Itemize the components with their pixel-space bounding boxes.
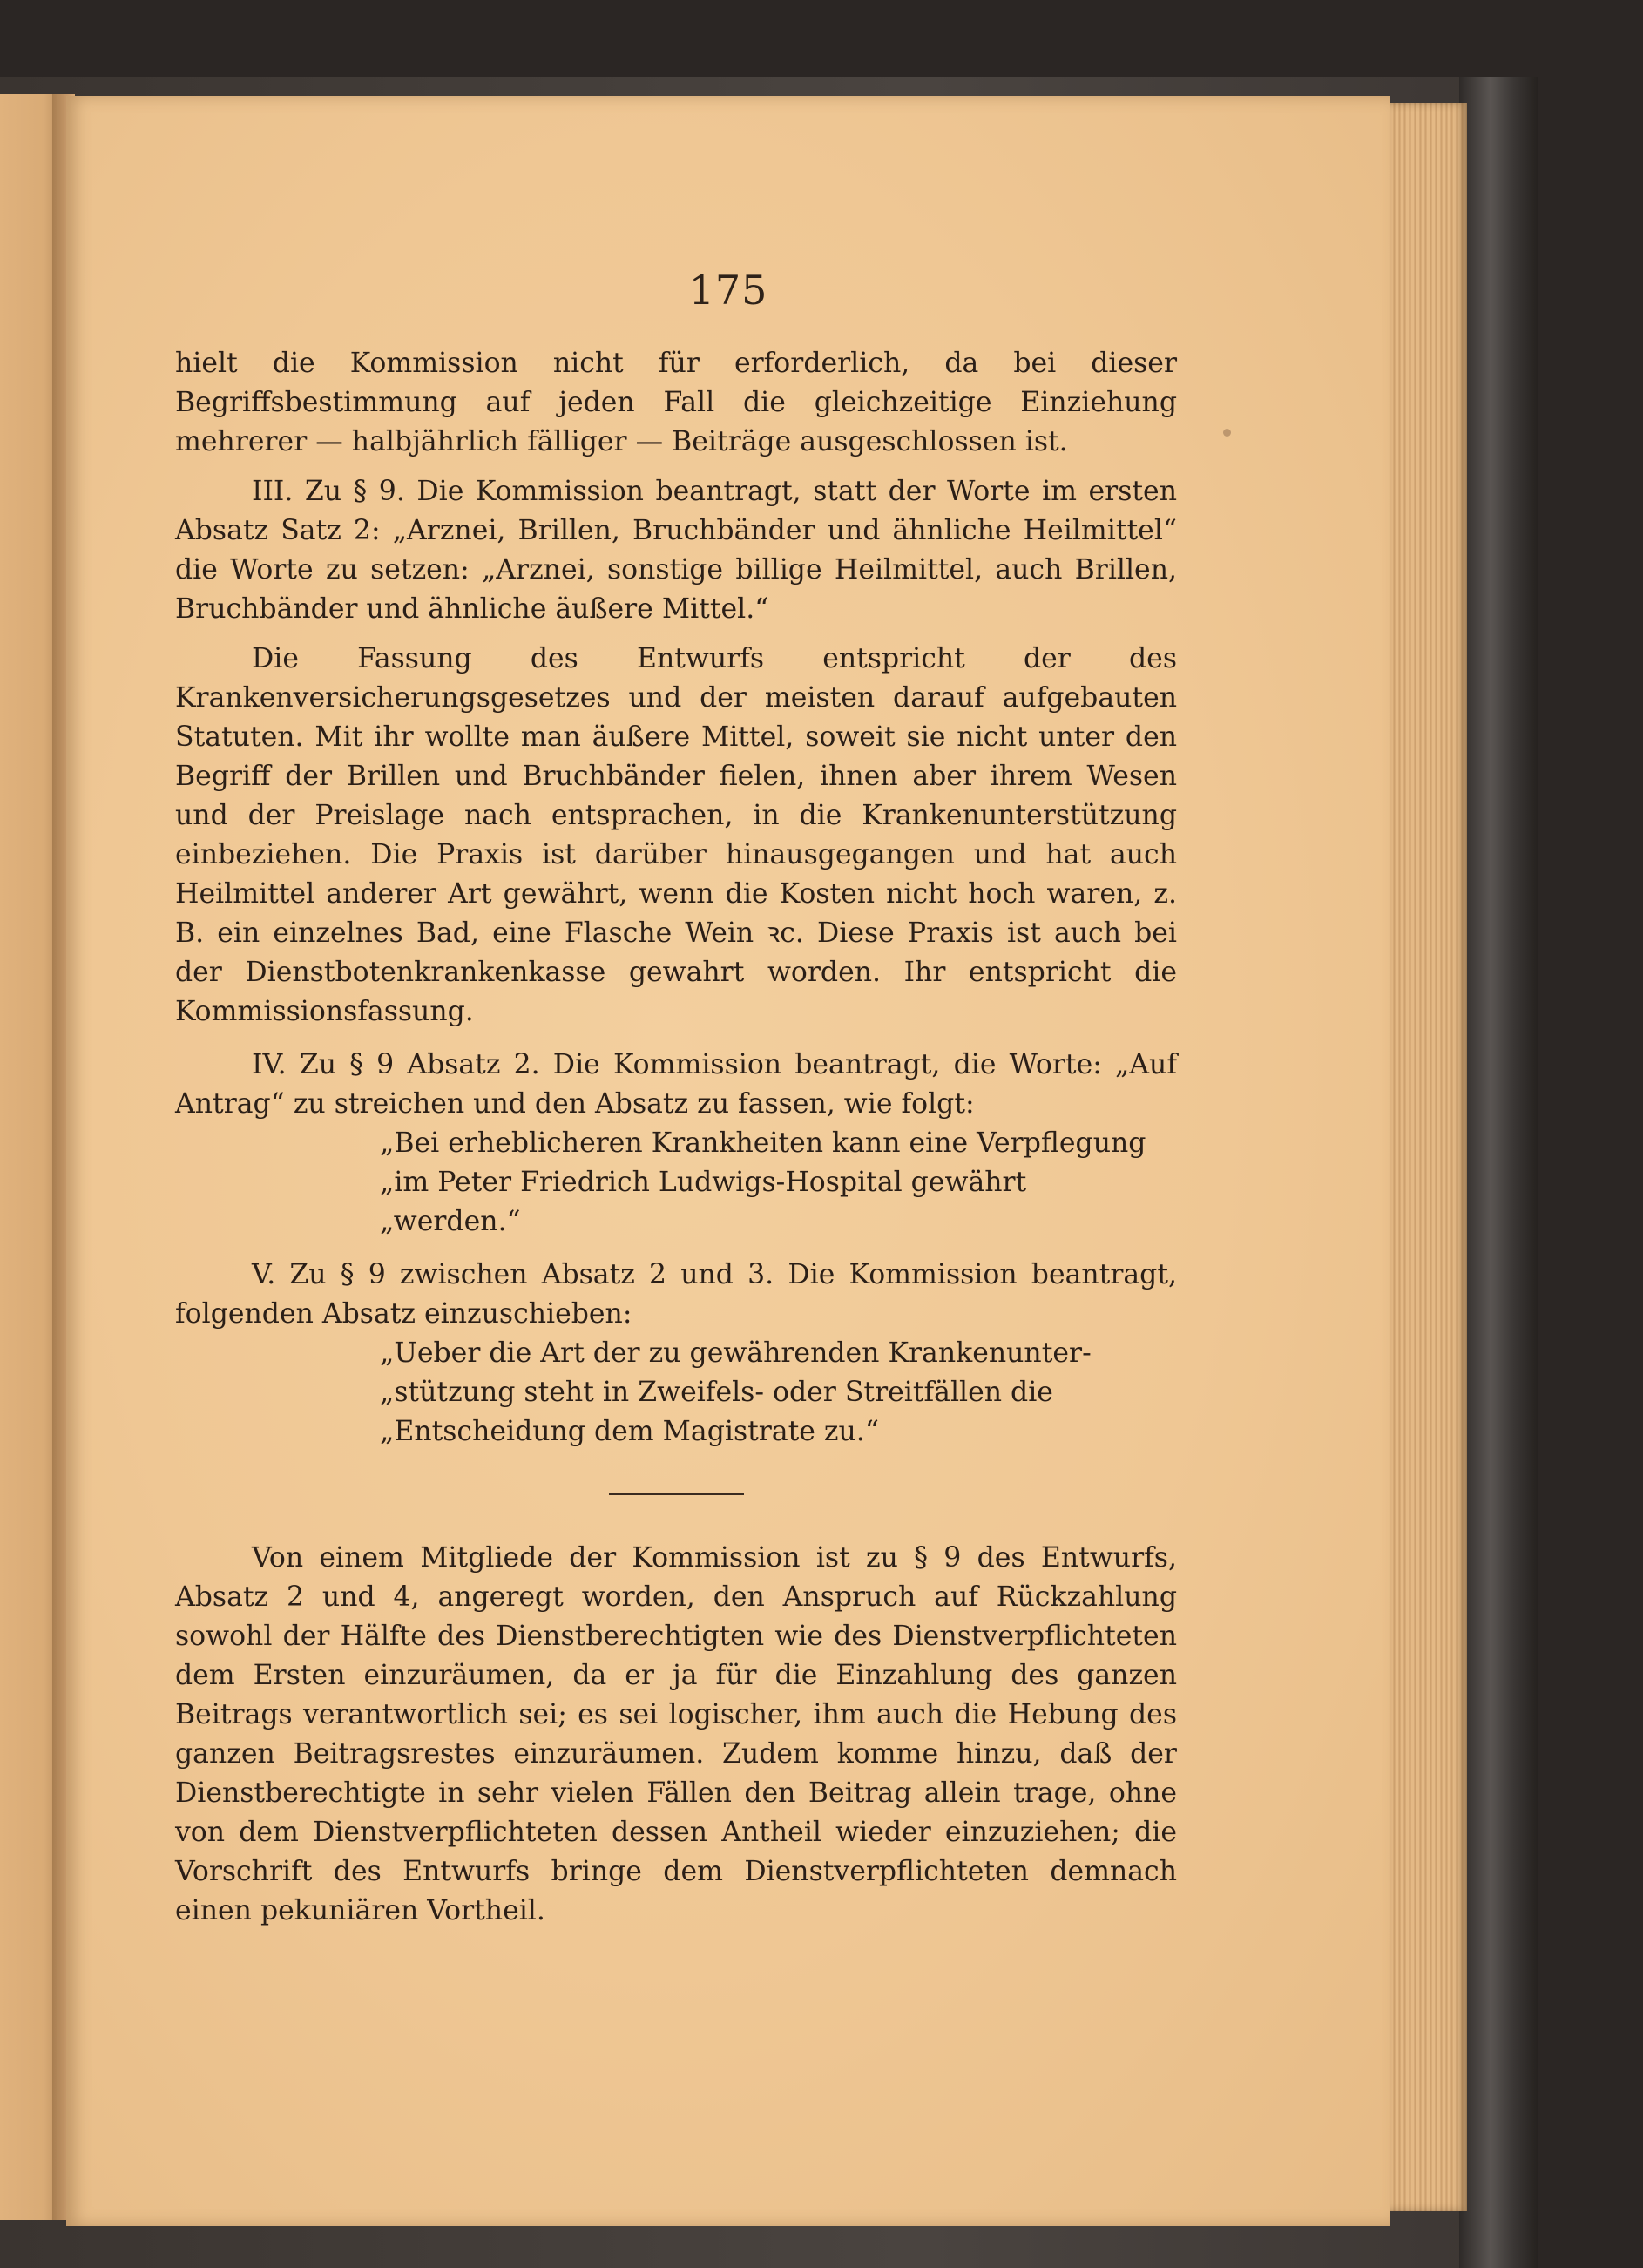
book-page [66,96,1390,2226]
paragraph-explanation: Die Fassung des Entwurfs entspricht der des Krankenversicherungsgesetzes und der meisten darauf aufgebauten Statuten. Mit ihr wollte man äußere Mittel, soweit sie nicht unter den Begriff der Brillen und Bruchbänder fielen, ihnen aber ihrem Wesen und der Preislage nach entsprachen, in die Krankenunterstützung einbeziehen. Die Praxis ist darüber hinausgegangen und hat auch Heilmittel anderer Art gewährt, wenn die Kosten nicht hoch waren, z. B. ein einzelnes Bad, eine Flasche Wein ꝛc. Diese Praxis ist auch bei der Dienstbotenkrankenkasse gewahrt worden. Ihr entspricht die Kommissionsfassung. [175,643,1177,1027]
page-text [175,344,1177,1931]
paragraph-item-v: V. Zu § 9 zwischen Absatz 2 und 3. Die Kommission beantragt, folgenden Absatz einzuschieben: [175,1259,1177,1330]
quote-line: „Entscheidung dem Magistrate zu.“ [380,1416,879,1447]
page-block-edges [1390,103,1467,2211]
section-divider [609,1493,744,1495]
quote-line: „stützung steht in Zweifels- oder Streitfällen die [380,1377,1053,1408]
paragraph-item-iv: IV. Zu § 9 Absatz 2. Die Kommission beantragt, die Worte: „Auf Antrag“ zu streichen und den Absatz zu fassen, wie folgt: [175,1049,1177,1120]
page-number: 175 [688,267,768,314]
cover-edge [1459,77,1538,2268]
quote-line: „im Peter Friedrich Ludwigs-Hospital gewährt [380,1167,1027,1198]
paragraph-continuation: hielt die Kommission nicht für erforderlich, da bei dieser Begriffsbestimmung auf jeden Fall die gleichzeitige Einziehung mehrerer — halbjährlich fälliger — Beiträge ausgeschlossen ist. [175,348,1177,457]
paragraph-item-iii: III. Zu § 9. Die Kommission beantragt, statt der Worte im ersten Absatz Satz 2: „Arznei, Brillen, Bruchbänder und ähnliche Heilmittel“ die Worte zu setzen: „Arznei, sonstige billige Heilmittel, auch Brillen, Bruchbänder und ähnliche äußere Mittel.“ [175,476,1177,625]
paper-spot [1223,429,1231,437]
paragraph-member-suggestion: Von einem Mitgliede der Kommission ist zu § 9 des Entwurfs, Absatz 2 und 4, angeregt worden, den Anspruch auf Rückzahlung sowohl der Hälfte des Dienstberechtigten wie des Dienstverpflichteten dem Ersten einzuräumen, da er ja für die Einzahlung des ganzen Beitrags verantwortlich sei; es sei logischer, ihm auch die Hebung des ganzen Beitragsrestes einzuräumen. Zudem komme hinzu, daß der Dienstberechtigte in sehr vielen Fällen den Beitrag allein trage, ohne von dem Dienstverpflichteten dessen Antheil wieder einzuziehen; die Vorschrift des Entwurfs bringe dem Dienstverpflichteten demnach einen pekuniären Vortheil. [175,1542,1177,1926]
quote-line: „Ueber die Art der zu gewährenden Krankenunter- [380,1337,1092,1369]
quote-line: „werden.“ [380,1206,521,1237]
quote-line: „Bei erheblicheren Krankheiten kann eine Verpflegung [380,1127,1146,1159]
